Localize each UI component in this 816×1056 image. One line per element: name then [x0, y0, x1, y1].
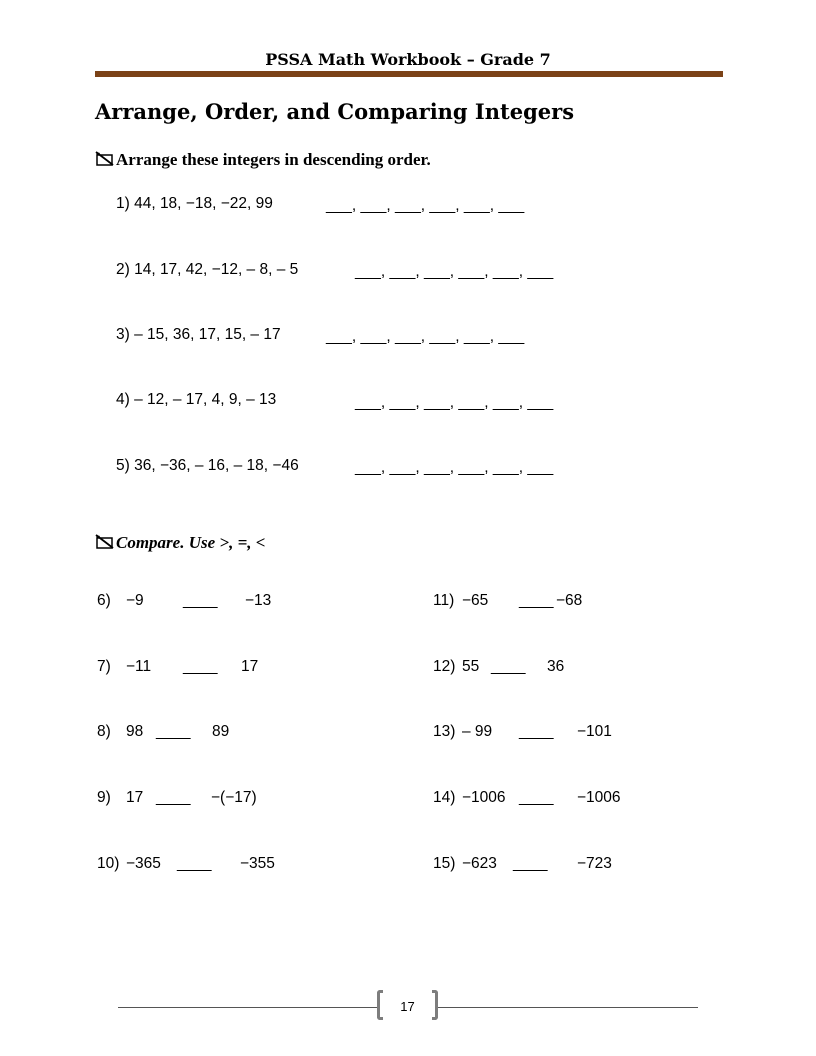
pencil-paper-icon: [95, 534, 115, 550]
compare-item-6-right: −13: [245, 592, 272, 609]
footer-rule-right: [438, 1007, 698, 1008]
compare-item-9-blank[interactable]: ____: [156, 789, 191, 806]
compare-item-7-right: 17: [241, 658, 259, 675]
compare-item-8-right: 89: [212, 723, 230, 740]
section1-instruction: [95, 150, 431, 170]
compare-item-13-left: – 99: [462, 723, 493, 740]
compare-item-8-left: 98: [126, 723, 144, 740]
compare-item-11-right: −68: [556, 592, 583, 609]
arrange-answer-5[interactable]: ___, ___, ___, ___, ___, ___: [355, 459, 554, 476]
page-title: Arrange, Order, and Comparing Integers: [95, 99, 575, 124]
compare-item-15-blank[interactable]: ____: [513, 855, 548, 872]
compare-item-7-number: 7): [97, 658, 111, 675]
arrange-item-4: 4) – 12, – 17, 4, 9, – 13: [116, 391, 277, 408]
compare-item-13-number: 13): [433, 723, 456, 740]
compare-item-9-left: 17: [126, 789, 144, 806]
compare-item-7-left: −11: [126, 658, 152, 675]
compare-item-6-number: 6): [97, 592, 111, 609]
arrange-item-2: 2) 14, 17, 42, −12, – 8, – 5: [116, 261, 299, 278]
section2-instruction-text: Compare. Use >, =, <: [116, 533, 266, 552]
compare-item-12-number: 12): [433, 658, 456, 675]
pencil-paper-icon: [95, 151, 115, 167]
page-header: PSSA Math Workbook – Grade 7: [265, 50, 551, 69]
compare-item-14-blank[interactable]: ____: [519, 789, 554, 806]
compare-item-11-left: −65: [462, 592, 489, 609]
section1-instruction-text: Arrange these integers in descending order.: [116, 150, 431, 169]
arrange-answer-1[interactable]: ___, ___, ___, ___, ___, ___: [326, 197, 525, 214]
compare-item-15-left: −623: [462, 855, 497, 872]
section2-instruction: [95, 533, 265, 553]
compare-item-9-number: 9): [97, 789, 111, 806]
compare-item-11-number: 11): [433, 592, 455, 609]
footer-rule-left: [118, 1007, 377, 1008]
compare-item-7-blank[interactable]: ____: [183, 658, 218, 675]
compare-item-8-number: 8): [97, 723, 111, 740]
header-rule: [95, 71, 723, 77]
compare-item-12-blank[interactable]: ____: [491, 658, 526, 675]
compare-item-14-left: −1006: [462, 789, 506, 806]
compare-item-12-left: 55: [462, 658, 480, 675]
compare-item-10-number: 10): [97, 855, 120, 872]
arrange-answer-3[interactable]: ___, ___, ___, ___, ___, ___: [326, 328, 525, 345]
compare-item-10-right: −355: [240, 855, 275, 872]
arrange-item-5: 5) 36, −36, – 16, – 18, −46: [116, 457, 299, 474]
compare-item-14-number: 14): [433, 789, 456, 806]
compare-item-6-blank[interactable]: ____: [183, 592, 218, 609]
arrange-answer-2[interactable]: ___, ___, ___, ___, ___, ___: [355, 263, 554, 280]
compare-item-10-blank[interactable]: ____: [177, 855, 212, 872]
compare-item-15-right: −723: [577, 855, 612, 872]
page-number: 17: [400, 999, 415, 1014]
compare-item-15-number: 15): [433, 855, 456, 872]
arrange-item-1: 1) 44, 18, −18, −22, 99: [116, 195, 273, 212]
compare-item-10-left: −365: [126, 855, 161, 872]
arrange-item-3: 3) – 15, 36, 17, 15, – 17: [116, 326, 281, 343]
compare-item-9-right: −(−17): [211, 789, 257, 806]
compare-item-14-right: −1006: [577, 789, 621, 806]
compare-item-11-blank[interactable]: ____: [519, 592, 554, 609]
compare-item-13-blank[interactable]: ____: [519, 723, 554, 740]
compare-item-13-right: −101: [577, 723, 612, 740]
compare-item-6-left: −9: [126, 592, 144, 609]
compare-item-12-right: 36: [547, 658, 565, 675]
compare-item-8-blank[interactable]: ____: [156, 723, 191, 740]
arrange-answer-4[interactable]: ___, ___, ___, ___, ___, ___: [355, 394, 554, 411]
